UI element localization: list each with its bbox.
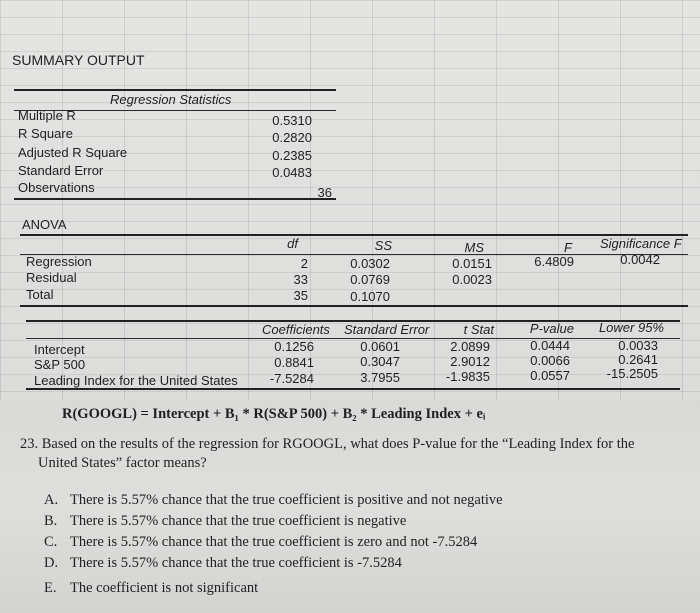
anova-title: ANOVA xyxy=(22,217,67,232)
option-letter: E. xyxy=(44,580,57,596)
anova-header-df: df xyxy=(287,236,298,251)
coef-cell: 0.8841 xyxy=(274,355,314,370)
anova-cell: 35 xyxy=(293,288,308,303)
summary-title: SUMMARY OUTPUT xyxy=(12,52,145,68)
anova-header-ms: MS xyxy=(464,240,484,255)
anova-header-f: F xyxy=(564,240,572,255)
coef-cell: -7.5284 xyxy=(269,371,314,386)
coef-header-lower: Lower 95% xyxy=(598,320,664,335)
anova-bottom-rule xyxy=(20,305,688,307)
coef-cell: -15.2505 xyxy=(606,366,658,381)
anova-cell: 0.1070 xyxy=(350,289,390,304)
anova-cell: 0.0302 xyxy=(350,256,390,271)
coef-row-label: S&P 500 xyxy=(34,357,86,372)
option-text: There is 5.57% chance that the true coefficient is -7.5284 xyxy=(70,555,402,571)
option-letter: B. xyxy=(44,513,58,529)
anova-cell: 6.4809 xyxy=(534,254,574,269)
coef-cell: 0.0444 xyxy=(530,338,570,353)
coef-cell: 0.3047 xyxy=(360,354,400,369)
option-letter: C. xyxy=(44,534,58,550)
anova-cell: 33 xyxy=(293,272,308,287)
option-text: There is 5.57% chance that the true coefficient is negative xyxy=(70,513,407,529)
anova-header-sig: Significance F xyxy=(600,236,682,251)
coef-cell: 0.0557 xyxy=(530,368,570,383)
stat-label: Multiple R xyxy=(18,108,76,123)
coef-row-label: Leading Index for the United States xyxy=(34,373,238,388)
coef-cell: 0.2641 xyxy=(618,352,658,367)
coef-cell: 2.0899 xyxy=(450,339,490,354)
option-text: The coefficient is not significant xyxy=(70,580,259,596)
anova-cell: 0.0151 xyxy=(452,256,492,271)
coef-header-p: P-value xyxy=(529,321,574,336)
stat-value: 36 xyxy=(317,185,332,200)
anova-cell: 0.0023 xyxy=(452,272,492,287)
question-text-line1: 23. Based on the results of the regression for RGOOGL, what does P-value for the “Leading Index for the xyxy=(20,436,635,452)
stat-label: Adjusted R Square xyxy=(18,145,128,160)
anova-row-label: Total xyxy=(26,287,54,302)
reg-stats-header: Regression Statistics xyxy=(110,92,232,107)
anova-cell: 2 xyxy=(300,256,308,271)
reg-stats-bottom-rule xyxy=(14,198,336,200)
anova-row-label: Residual xyxy=(26,270,77,285)
coef-cell: 3.7955 xyxy=(360,370,400,385)
coef-row-label: Intercept xyxy=(34,342,85,357)
coef-bottom-rule xyxy=(26,388,680,390)
coef-header-se: Standard Error xyxy=(344,322,430,337)
coef-cell: 2.9012 xyxy=(450,354,490,369)
stat-value: 0.2820 xyxy=(272,130,312,145)
anova-header-rule xyxy=(20,254,688,255)
anova-row-label: Regression xyxy=(26,254,92,269)
anova-header-ss: SS xyxy=(374,238,392,253)
stat-value: 0.0483 xyxy=(272,165,312,180)
coef-cell: 0.0033 xyxy=(618,338,658,353)
stat-label: Standard Error xyxy=(18,163,104,178)
regression-formula: R(GOOGL) = Intercept + B₁ * R(S&P 500) + B₂ * Leading Index + eᵢ xyxy=(62,406,486,422)
option-letter: A. xyxy=(44,492,59,508)
stat-value: 0.2385 xyxy=(272,148,312,163)
coef-header-coef: Coefficients xyxy=(262,322,330,337)
anova-top-rule xyxy=(20,234,688,236)
anova-cell: 0.0769 xyxy=(350,272,390,287)
coef-cell: 0.1256 xyxy=(274,339,314,354)
anova-cell: 0.0042 xyxy=(620,252,660,267)
question-text-line2: United States” factor means? xyxy=(38,455,207,471)
stat-label: Observations xyxy=(18,180,95,195)
coef-cell: 0.0601 xyxy=(360,339,400,354)
reg-stats-top-rule xyxy=(14,89,336,91)
stat-label: R Square xyxy=(18,126,73,141)
coef-cell: 0.0066 xyxy=(530,353,570,368)
option-text: There is 5.57% chance that the true coefficient is positive and not negative xyxy=(70,492,503,508)
coef-cell: -1.9835 xyxy=(445,369,490,384)
option-text: There is 5.57% chance that the true coefficient is zero and not -7.5284 xyxy=(70,534,478,550)
option-letter: D. xyxy=(44,555,59,571)
stat-value: 0.5310 xyxy=(272,113,312,128)
coef-header-t: t Stat xyxy=(463,322,494,337)
